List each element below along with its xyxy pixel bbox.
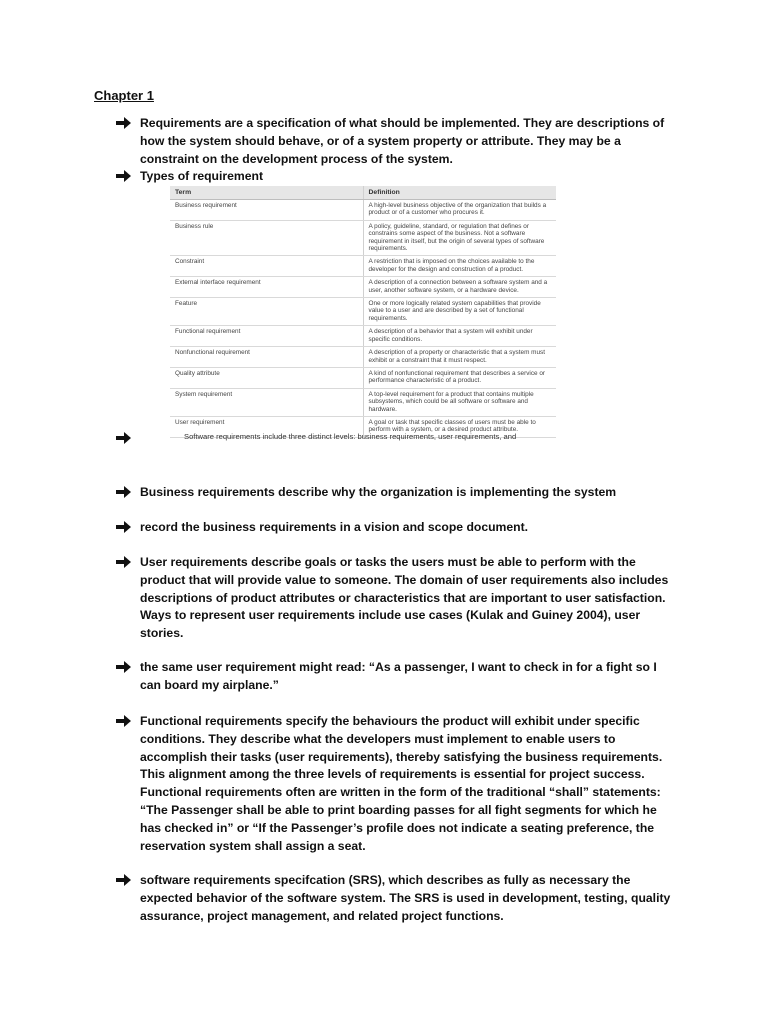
table-row — [170, 326, 556, 347]
arrow-bullet-icon — [116, 485, 132, 499]
table-cell-definition: A goal or task that specific classes of users must be able to perform with a system, or a desired product attribute. — [363, 416, 556, 437]
bullet-item — [116, 484, 676, 502]
table-cell-term: Business requirement — [170, 200, 363, 221]
bullet-text: Business requirements describe why the organization is implementing the system — [140, 485, 617, 499]
arrow-bullet-icon — [116, 714, 132, 728]
table-cell-definition: A high-level business objective of the organization that builds a product or of a customer who procures it. — [363, 200, 556, 221]
table-row — [170, 367, 556, 388]
arrow-bullet-icon — [116, 169, 132, 183]
table-cell-term: Nonfunctional requirement — [170, 347, 363, 368]
table-cell-term: Quality attribute — [170, 367, 363, 388]
table-cell-term: External interface requirement — [170, 277, 363, 298]
table-cell-definition: One or more logically related system capabilities that provide value to a user and are described by a set of functional requirements. — [363, 298, 556, 326]
table-row — [170, 347, 556, 368]
chapter-heading: Chapter 1 — [94, 88, 154, 103]
table-row — [170, 220, 556, 256]
bullet-text: Functional requirements specify the behaviours the product will exhibit under specific conditions. They describe what the developers must implement to enable users to accomplish their tasks (user requirements), thereby satisfying the business requirements. This alignment among the three levels of requirements is essential for project success. Functional requirements often are written in the form of the traditional “shall” statements: “The Passenger shall be able to print boarding passes for all fight segments for which he has checked in” or “If the Passenger’s profile does not indicate a seating preference, the reservation system shall assign a seat. — [140, 714, 663, 853]
table-header-term: Term — [170, 186, 363, 200]
arrow-bullet-icon — [116, 520, 132, 534]
arrow-bullet-icon — [116, 116, 132, 130]
bullet-text: Requirements are a specification of what should be implemented. They are descriptions of how the system should behave, or of a system property or attribute. They may be a constraint on the development process of the system. — [140, 116, 665, 166]
bullet-item — [116, 872, 676, 925]
bullet-item — [116, 168, 676, 186]
table-footer-text: Software requirements include three distinct levels: business requirements, user requirements, and — [184, 432, 517, 441]
bullet-text: record the business requirements in a vision and scope document. — [140, 520, 529, 534]
table-cell-term: Feature — [170, 298, 363, 326]
arrow-bullet-icon — [116, 555, 132, 569]
table-cell-definition: A description of a property or characteristic that a system must exhibit or a constraint that it must respect. — [363, 347, 556, 368]
table-header-definition: Definition — [363, 186, 556, 200]
bullet-item — [116, 713, 676, 855]
table-cell-term: System requirement — [170, 388, 363, 416]
table-row — [170, 200, 556, 221]
bullet-text: User requirements describe goals or tasks the users must be able to perform with the product that will provide value to someone. The domain of user requirements also includes descriptions of product attributes or characteristics that are important to user satisfaction. Ways to represent user requirements include use cases (Kulak and Guiney 2004), user stories. — [140, 555, 669, 641]
table-cell-definition: A policy, guideline, standard, or regulation that defines or constrains some aspect of the business. Not a software requirement in itself, but the origin of several types of software requirements. — [363, 220, 556, 256]
table-cell-definition: A kind of nonfunctional requirement that describes a service or performance characteristic of a product. — [363, 367, 556, 388]
table-cell-definition: A top-level requirement for a product that contains multiple subsystems, which could be all software or software and hardware. — [363, 388, 556, 416]
table-cell-definition: A description of a behavior that a system will exhibit under specific conditions. — [363, 326, 556, 347]
table-row — [170, 388, 556, 416]
table-cell-term: User requirement — [170, 416, 363, 437]
bullet-item — [116, 659, 676, 695]
table-cell-definition: A description of a connection between a software system and a user, another software system, or a hardware device. — [363, 277, 556, 298]
bullet-item — [116, 519, 676, 537]
table-cell-term: Constraint — [170, 256, 363, 277]
bullet-text: the same user requirement might read: “As a passenger, I want to check in for a fight so I can board my airplane.” — [140, 660, 657, 692]
arrow-bullet-icon — [116, 873, 132, 887]
requirement-types-table — [170, 186, 556, 442]
table-cell-definition: A restriction that is imposed on the choices available to the developer for the design and construction of a product. — [363, 256, 556, 277]
table-row — [170, 256, 556, 277]
bullet-text: software requirements specifcation (SRS), which describes as fully as necessary the expected behavior of the software system. The SRS is used in development, testing, quality assurance, project management, and related project functions. — [140, 873, 671, 923]
bullet-text: Types of requirement — [140, 169, 264, 183]
table-row — [170, 277, 556, 298]
table-cell-term: Functional requirement — [170, 326, 363, 347]
bullet-item — [116, 554, 676, 643]
arrow-bullet-icon — [116, 431, 132, 445]
table-cell-term: Business rule — [170, 220, 363, 256]
bullet-item — [116, 115, 676, 168]
table-row — [170, 298, 556, 326]
arrow-bullet-icon — [116, 660, 132, 674]
